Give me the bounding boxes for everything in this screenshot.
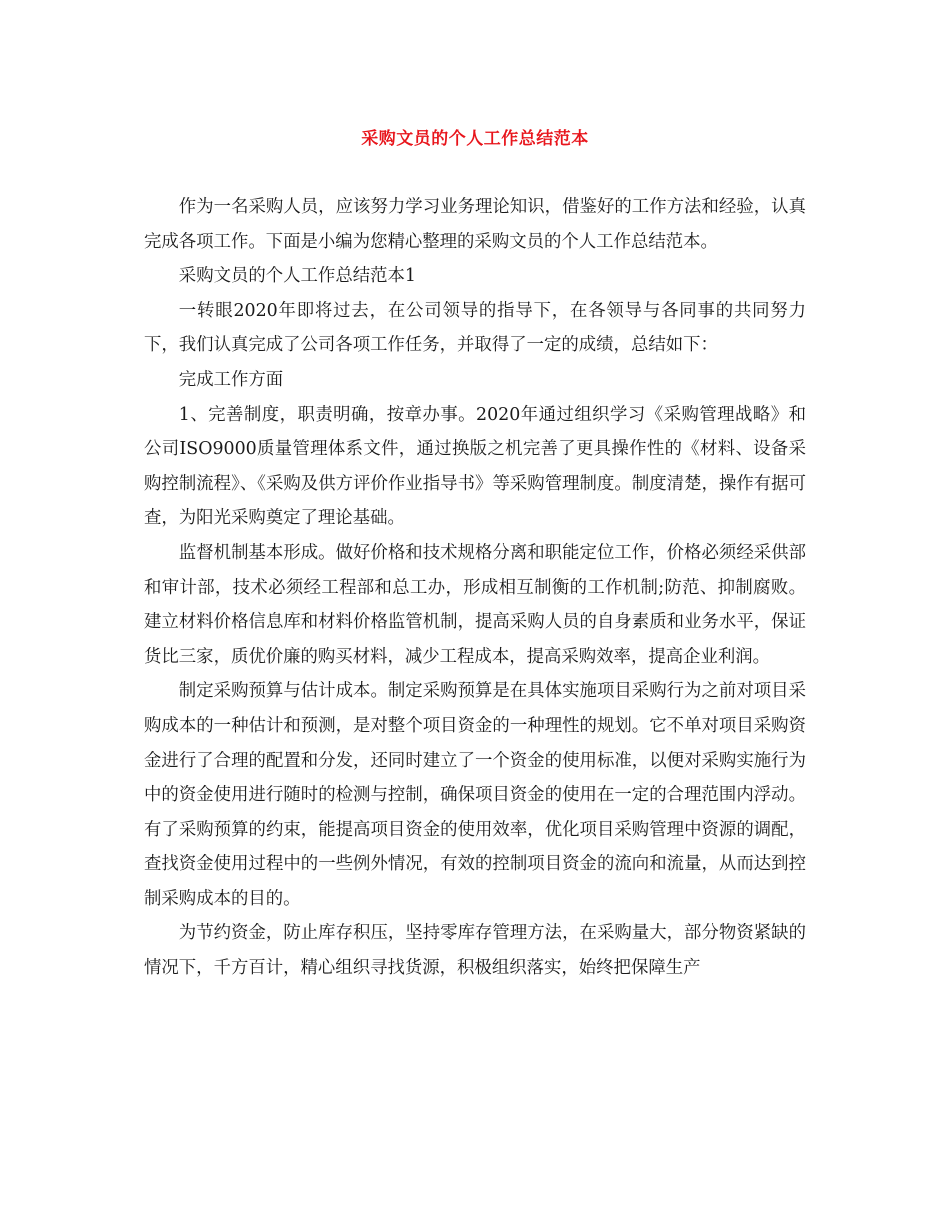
paragraph-intro: 作为一名采购人员，应该努力学习业务理论知识，借鉴好的工作方法和经验，认真完成各项工作。下面是小编为您精心整理的采购文员的个人工作总结范本。 — [144, 197, 806, 252]
paragraph-item-1: 1、完善制度，职责明确，按章办事。2020年通过组织学习《采购管理战略》和公司ISO9000质量管理体系文件，通过换版之机完善了更具操作性的《材料、设备采购控制流程》、《采购及供方评价作业指导书》等采购管理制度。制度清楚，操作有据可查，为阳光采购奠定了理论基础。 — [144, 404, 806, 529]
document-title: 采购文员的个人工作总结范本 — [361, 129, 589, 149]
paragraph-budget: 制定采购预算与估计成本。制定采购预算是在具体实施项目采购行为之前对项目采购成本的一种估计和预测，是对整个项目资金的一种理性的规划。它不单对项目采购资金进行了合理的配置和分发，还同时建立了一个资金的使用标准，以便对采购实施行为中的资金使用进行随时的检测与控制，确保项目资金的使用在一定的合理范围内浮动。有了采购预算的约束，能提高项目资金的使用效率，优化项目采购管理中资源的调配，查找资金使用过程中的一些例外情况，有效的控制项目资金的流向和流量，从而达到控制采购成本的目的。 — [144, 681, 806, 909]
document-body — [144, 190, 806, 986]
paragraph-supervision: 监督机制基本形成。做好价格和技术规格分离和职能定位工作，价格必须经采供部和审计部，技术必须经工程部和总工办，形成相互制衡的工作机制;防范、抑制腐败。建立材料价格信息库和材料价格监管机制，提高采购人员的自身素质和业务水平，保证货比三家，质优价廉的购买材料，减少工程成本，提高采购效率，提高企业利润。 — [144, 542, 806, 667]
paragraph-subheading: 完成工作方面 — [178, 369, 284, 390]
paragraph-section-heading: 采购文员的个人工作总结范本1 — [178, 266, 416, 287]
paragraph-inventory: 为节约资金，防止库存积压，坚持零库存管理方法，在采购量大，部分物资紧缺的情况下，千方百计，精心组织寻找货源，积极组织落实，始终把保障生产 — [144, 923, 806, 979]
paragraph-summary: 一转眼2020年即将过去，在公司领导的指导下，在各领导与各同事的共同努力下，我们认真完成了公司各项工作任务，并取得了一定的成绩，总结如下： — [144, 300, 806, 356]
